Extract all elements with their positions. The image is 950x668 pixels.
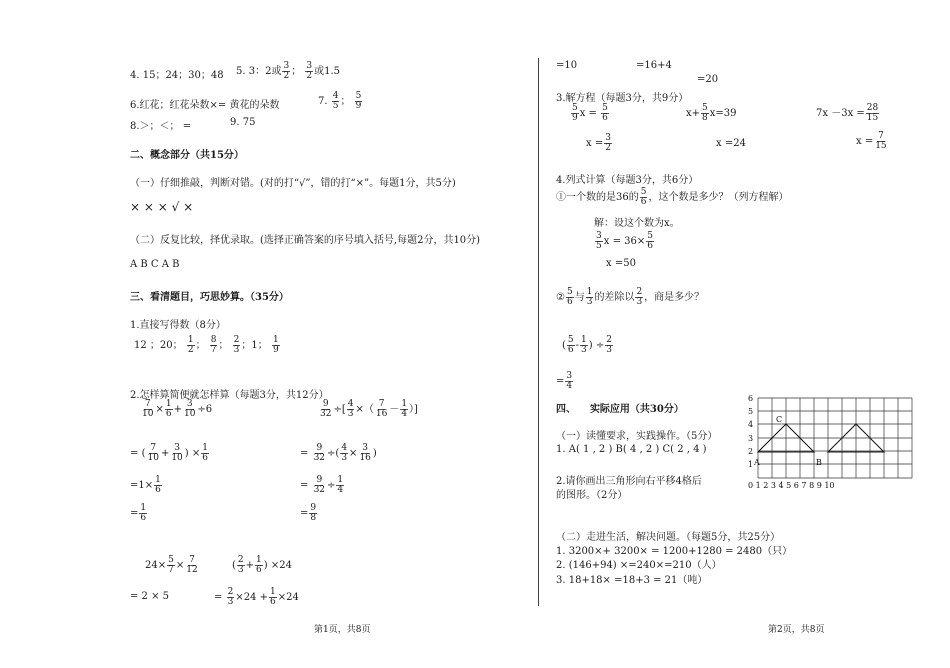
- answer-6: 6.红花；红花朵数×= 黄花的朵数: [130, 100, 280, 111]
- page-footer-right: 第2页，共8页: [768, 625, 825, 635]
- eq2-line2: x =24: [716, 138, 746, 149]
- answer-4: 4. 15；24；30；48: [130, 70, 224, 81]
- section-2-title: 二、概念部分（共15分）: [130, 150, 244, 161]
- list-calc-result: x =50: [606, 258, 636, 269]
- calc3-line1: 24× $\frac{5}{7}$ × $\frac{7}{12}$: [145, 555, 198, 575]
- life-answer-1: 1. 3200×+ 3200× = 1200+1280 = 2480（只）: [556, 546, 793, 557]
- prev-result-3: =20: [697, 74, 719, 85]
- answer-7: 7. $\frac{4}{5}$ ； $\frac{5}{9}$: [318, 91, 362, 111]
- y-tick: 1: [748, 460, 754, 469]
- direct-calc-answers: 12 ；20； $\frac{1}{2}$ ； $\frac{8}{7}$ ； $\frac{2}{3}$ ；1； $\frac{1}{9}$: [134, 335, 279, 355]
- calc3-line2: = 2 × 5: [130, 591, 170, 602]
- calc1-line2: = ( $\frac{7}{10}$ + $\frac{3}{10}$ ) × $\frac{1}{6}$: [130, 443, 208, 463]
- eq2-line1: x+ $\frac{5}{8}$ x=39: [686, 103, 737, 123]
- y-tick: 4: [748, 420, 754, 429]
- y-tick: 5: [748, 407, 754, 416]
- life-answer-2: 2. (146+94) ×=240×=210（人）: [556, 560, 722, 571]
- answer-9: 9. 75: [230, 117, 256, 128]
- label-a: A: [754, 458, 760, 467]
- eq1-line1: $\frac{5}{9}$ x = $\frac{5}{6}$: [572, 103, 608, 123]
- list-calc-solution: 解：设这个数为x。: [594, 218, 680, 229]
- calc2-line3: = $\frac{9}{32}$ ÷ $\frac{1}{4}$: [300, 475, 344, 495]
- judge-answers: × × × √ ×: [130, 200, 194, 214]
- practice-title: （一）读懂要求，实践操作。（5分）: [556, 431, 718, 442]
- calc2-line2: = $\frac{9}{32}$ ÷( $\frac{4}{3}$ × $\frac{3}{16}$ ): [300, 443, 377, 463]
- calc2-line4: = $\frac{9}{8}$: [300, 503, 317, 523]
- calc4-line2: = $\frac{2}{3}$ ×24 + $\frac{1}{6}$ ×24: [214, 587, 299, 607]
- answer-5: 5. 3：2或 $\frac{3}{2}$ ； $\frac{3}{2}$ 或1.5: [236, 61, 341, 81]
- eq1-line2: x = $\frac{3}{2}$: [586, 133, 611, 153]
- list-calc-q1: ①一个数的是36的 $\frac{5}{6}$ ，这个数是多少？（列方程解）: [556, 187, 789, 207]
- practice-translate-1: 2.请你画出三角形向右平移4格后: [556, 476, 702, 487]
- question-judge: （一）仔细推敲，判断对错。(对的打“√”，错的打“×”。每题1分，共5分): [130, 178, 456, 189]
- eq3-line2: x = $\frac{7}{15}$: [856, 131, 887, 151]
- question-choice: （二）反复比较，择优录取。(选择正确答案的序号填入括号,每题2分，共10分): [130, 235, 481, 246]
- y-tick: 2: [748, 447, 754, 456]
- coordinate-grid: [744, 392, 916, 492]
- label-c: C: [776, 415, 783, 424]
- calc2-line1: $\frac{9}{32}$ ÷[ $\frac{4}{3}$ ×（ $\frac{7}{16}$ － $\frac{1}{4}$ ）]: [320, 399, 418, 419]
- page-footer-left: 第1页，共8页: [314, 625, 371, 635]
- section-4-title: 四、 实际应用（共30分）: [556, 404, 684, 415]
- prev-result-1: =10: [556, 60, 578, 71]
- column-divider: [538, 58, 539, 606]
- list-calc-q2: ② $\frac{5}{6}$ 与 $\frac{1}{3}$ 的差除以 $\frac{2}{3}$ ，商是多少？: [556, 287, 705, 307]
- calc1-line1: $\frac{7}{10}$ × $\frac{1}{6}$ + $\frac{3}{10}$ ÷6: [142, 399, 213, 419]
- list-calc-q2-answer: = $\frac{3}{4}$: [556, 371, 573, 391]
- life-answer-3: 3. 18+18× =18+3 = 21（吨）: [556, 575, 708, 586]
- x-ticks: 0 1 2 3 4 5 6 7 8 9 10: [748, 481, 835, 490]
- y-tick: 3: [748, 434, 754, 443]
- prev-result-2: =16+4: [636, 60, 672, 71]
- answer-8: 8.＞；＜； =: [130, 121, 192, 132]
- label-b: B: [816, 458, 822, 467]
- equation-title: 3.解方程（每题3分，共9分）: [556, 93, 689, 104]
- practice-coords: 1. A( 1 , 2 ) B( 4 , 2 ) C( 2 , 4 ): [556, 444, 707, 455]
- calc1-line3: =1× $\frac{1}{6}$: [130, 475, 161, 495]
- calc1-line4: = $\frac{1}{6}$: [130, 503, 147, 523]
- list-calc-title: 4.列式计算（每题3分，共6分）: [556, 175, 699, 186]
- section-3-title: 三、看清题目，巧思妙算。（35分）: [130, 292, 289, 303]
- direct-calc-title: 1.直接写得数（8分）: [130, 320, 226, 331]
- y-tick: 6: [748, 394, 754, 403]
- eq3-line1: 7x －3x = $\frac{28}{15}$: [816, 103, 879, 123]
- list-calc-eq: $\frac{3}{5}$ x = 36× $\frac{5}{6}$: [596, 231, 653, 251]
- practice-translate-2: 的图形。（2分）: [556, 490, 628, 501]
- list-calc-q2-work: ( $\frac{5}{6}$ - $\frac{1}{3}$ ) ÷ $\frac{2}{3}$: [562, 335, 612, 355]
- simplify-title: 2.怎样算简便就怎样算（每题3分，共12分）: [130, 390, 329, 401]
- choice-answers: A B C A B: [130, 259, 180, 270]
- life-title: （二）走进生活，解决问题。（每题5分，共25分）: [556, 532, 781, 543]
- calc4-line1: ( $\frac{2}{3}$ + $\frac{1}{6}$ ) ×24: [232, 555, 292, 575]
